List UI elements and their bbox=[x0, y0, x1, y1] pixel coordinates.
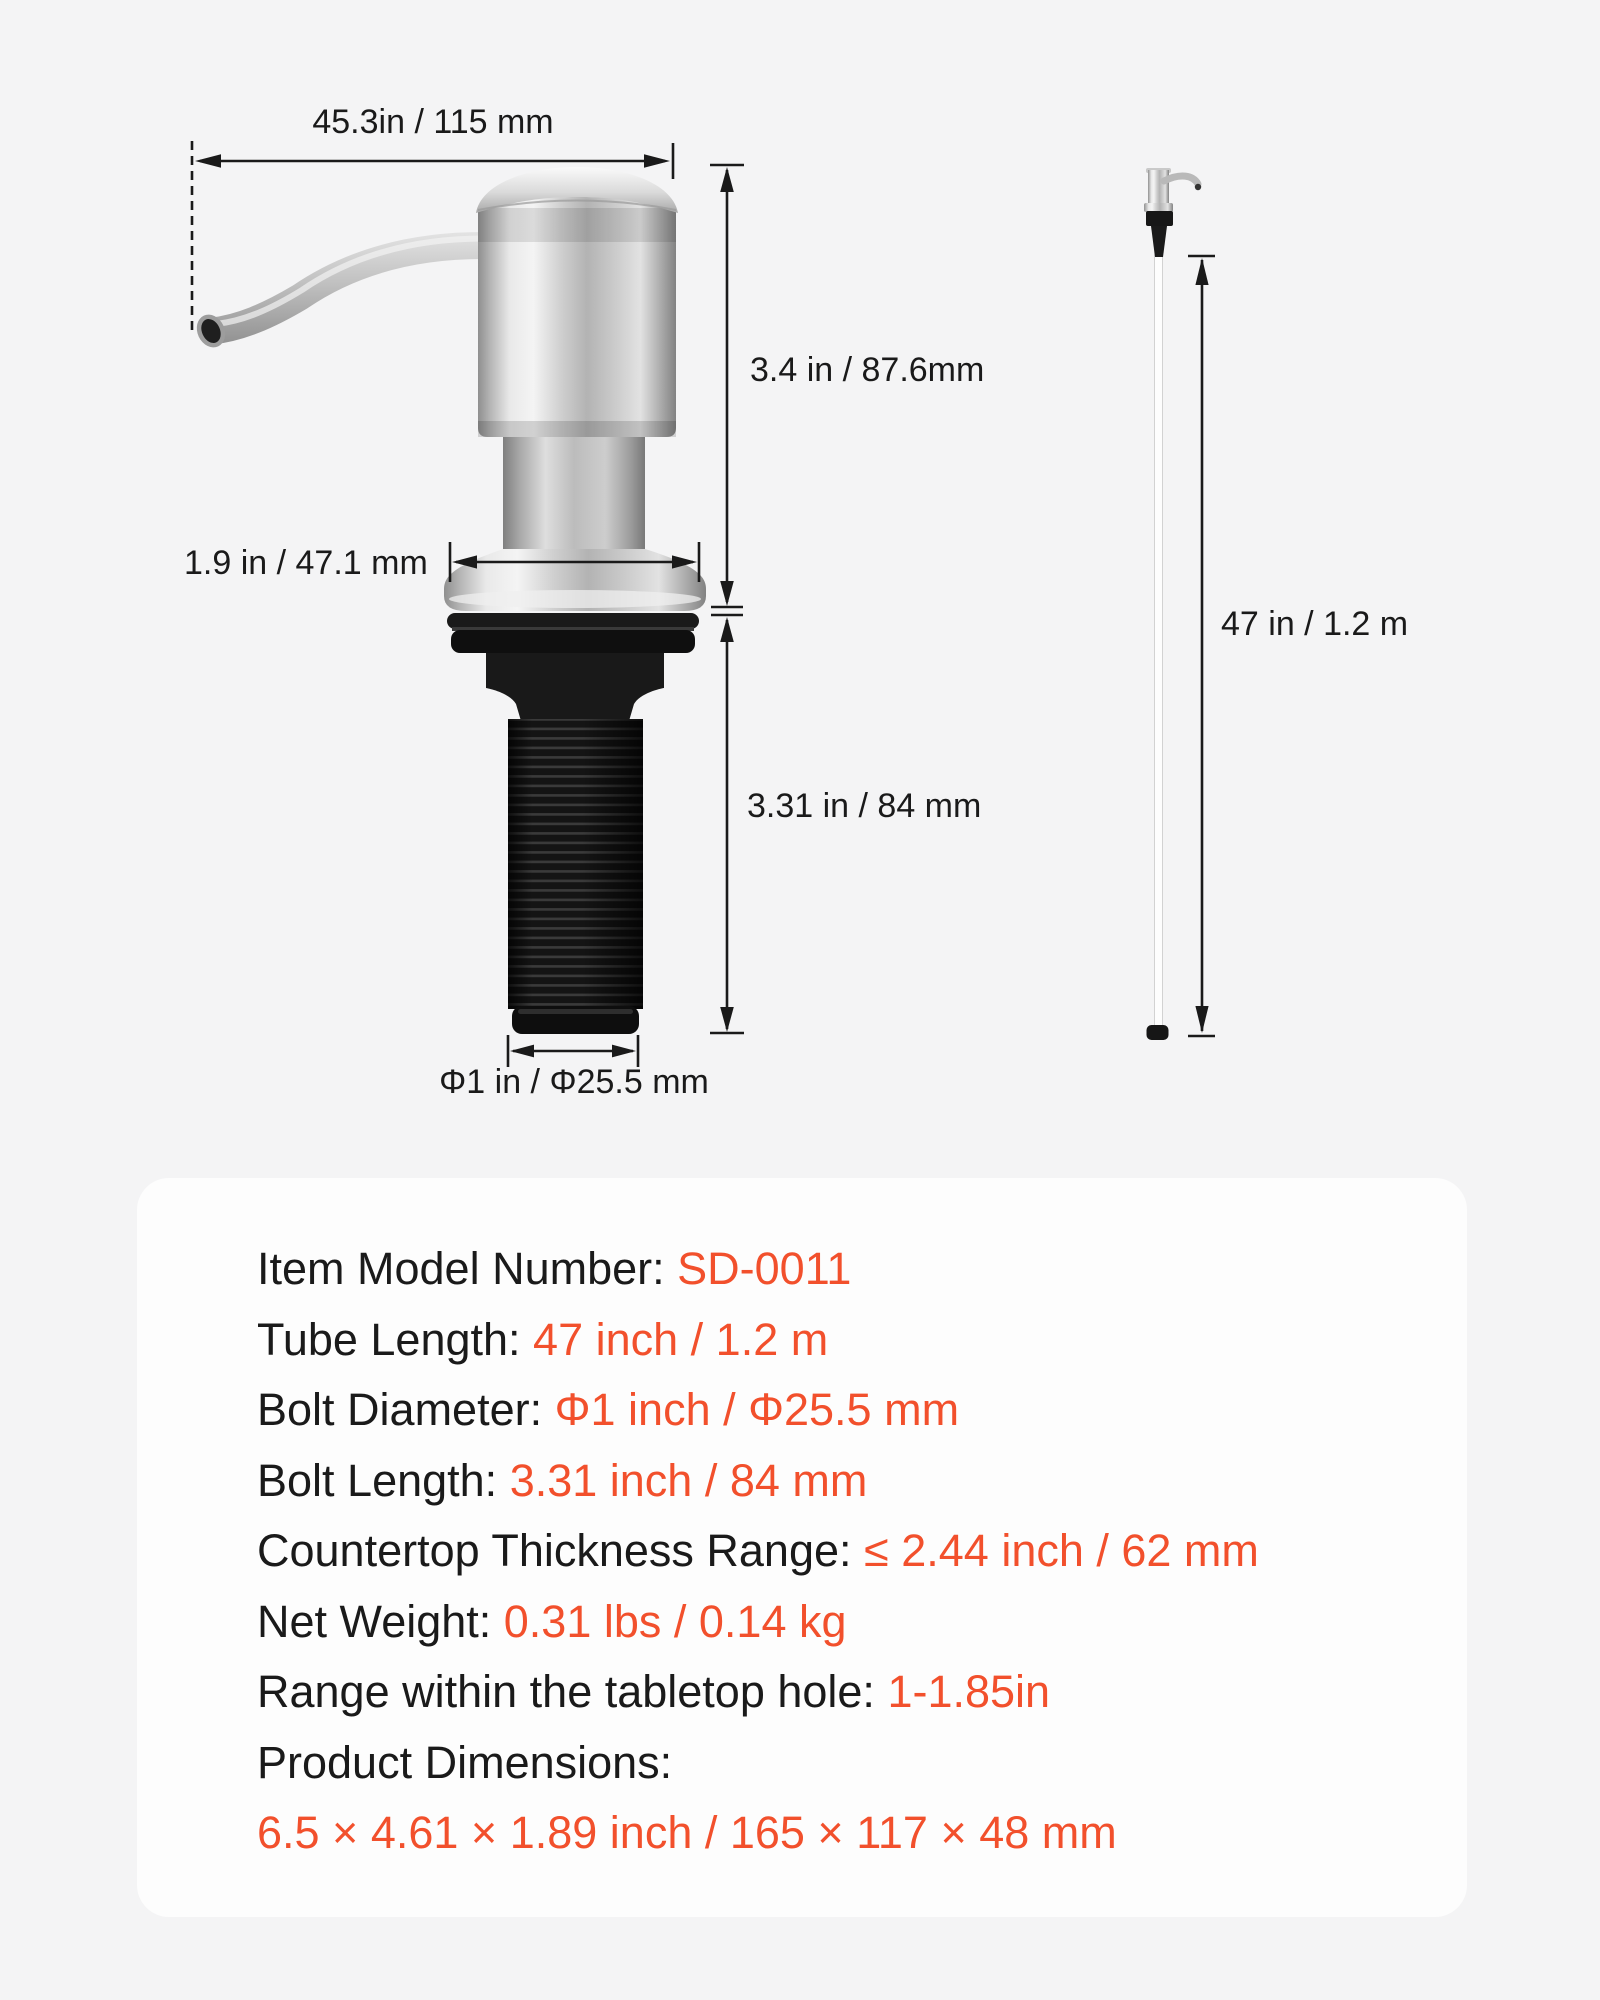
spec-label: Item Model Number: bbox=[257, 1243, 678, 1294]
shank-shading bbox=[508, 719, 643, 1009]
suction-tube bbox=[1155, 255, 1163, 1027]
spec-label: Net Weight: bbox=[257, 1595, 504, 1647]
spec-row-model-number bbox=[257, 1234, 1367, 1305]
spec-row-product-dimensions-value bbox=[257, 1798, 1367, 1869]
dim-label-bolt-diameter: Φ1 in / Φ25.5 mm bbox=[439, 1063, 709, 1101]
spec-label: Bolt Diameter: bbox=[257, 1384, 555, 1435]
mini-collar bbox=[1146, 211, 1173, 226]
gasket-top bbox=[447, 613, 699, 629]
spec-label: Range within the tabletop hole: bbox=[257, 1666, 888, 1717]
spec-label: Tube Length: bbox=[257, 1313, 534, 1365]
spec-value: 1-1.85in bbox=[887, 1666, 1051, 1717]
dim-label-flange-width: 1.9 in / 47.1 mm bbox=[184, 544, 428, 582]
mini-pump-head bbox=[1148, 170, 1169, 208]
spec-label: Bolt Length: bbox=[257, 1454, 510, 1506]
spec-value: 3.31 inch / 84 mm bbox=[509, 1454, 868, 1506]
mini-pump-spout bbox=[1164, 176, 1198, 184]
dim-head-and-bolt bbox=[710, 165, 744, 1033]
spec-row-bolt-length bbox=[257, 1446, 1367, 1517]
spec-row-countertop-thickness bbox=[257, 1516, 1367, 1587]
spec-value: ≤ 2.44 inch / 62 mm bbox=[864, 1525, 1259, 1576]
neck bbox=[503, 437, 645, 551]
flange-polish bbox=[449, 590, 701, 608]
head-waist-shade bbox=[478, 208, 676, 242]
spec-card bbox=[137, 1178, 1467, 1917]
spec-row-tabletop-hole-range bbox=[257, 1657, 1367, 1728]
tube-end-cap bbox=[1147, 1025, 1169, 1040]
dim-label-tube-length: 47 in / 1.2 m bbox=[1221, 605, 1409, 643]
spec-row-product-dimensions-title bbox=[257, 1728, 1367, 1799]
dim-tube-length bbox=[1188, 256, 1215, 1036]
dim-label-head-height: 3.4 in / 87.6mm bbox=[750, 351, 985, 389]
mounting-collar bbox=[486, 653, 664, 721]
spec-value: 47 inch / 1.2 m bbox=[533, 1313, 829, 1365]
mini-taper bbox=[1151, 226, 1167, 257]
spec-value: Φ1 inch / Φ25.5 mm bbox=[554, 1384, 960, 1435]
spec-value: 0.31 lbs / 0.14 kg bbox=[503, 1595, 847, 1647]
spec-value: SD-0011 bbox=[677, 1243, 852, 1294]
spec-row-net-weight bbox=[257, 1587, 1367, 1658]
shank-bottom-highlight bbox=[518, 1009, 633, 1014]
mini-pump-spout-tip bbox=[1195, 184, 1201, 190]
head-bottom-shade bbox=[478, 421, 676, 437]
soap-dispenser-illustration bbox=[192, 167, 706, 1034]
spec-label: Countertop Thickness Range: bbox=[257, 1525, 865, 1576]
mini-pump-flare bbox=[1144, 203, 1173, 212]
dim-label-spout-width: 45.3in / 115 mm bbox=[312, 103, 554, 141]
spec-label: Product Dimensions: bbox=[257, 1736, 673, 1788]
spec-value: 6.5 × 4.61 × 1.89 inch / 165 × 117 × 48 mm bbox=[257, 1807, 1117, 1858]
gasket-bottom bbox=[451, 630, 695, 653]
dim-label-bolt-length: 3.31 in / 84 mm bbox=[747, 787, 982, 825]
spec-row-tube-length bbox=[257, 1305, 1367, 1376]
spec-row-bolt-diameter bbox=[257, 1375, 1367, 1446]
soap-tube-illustration bbox=[1144, 168, 1201, 1040]
